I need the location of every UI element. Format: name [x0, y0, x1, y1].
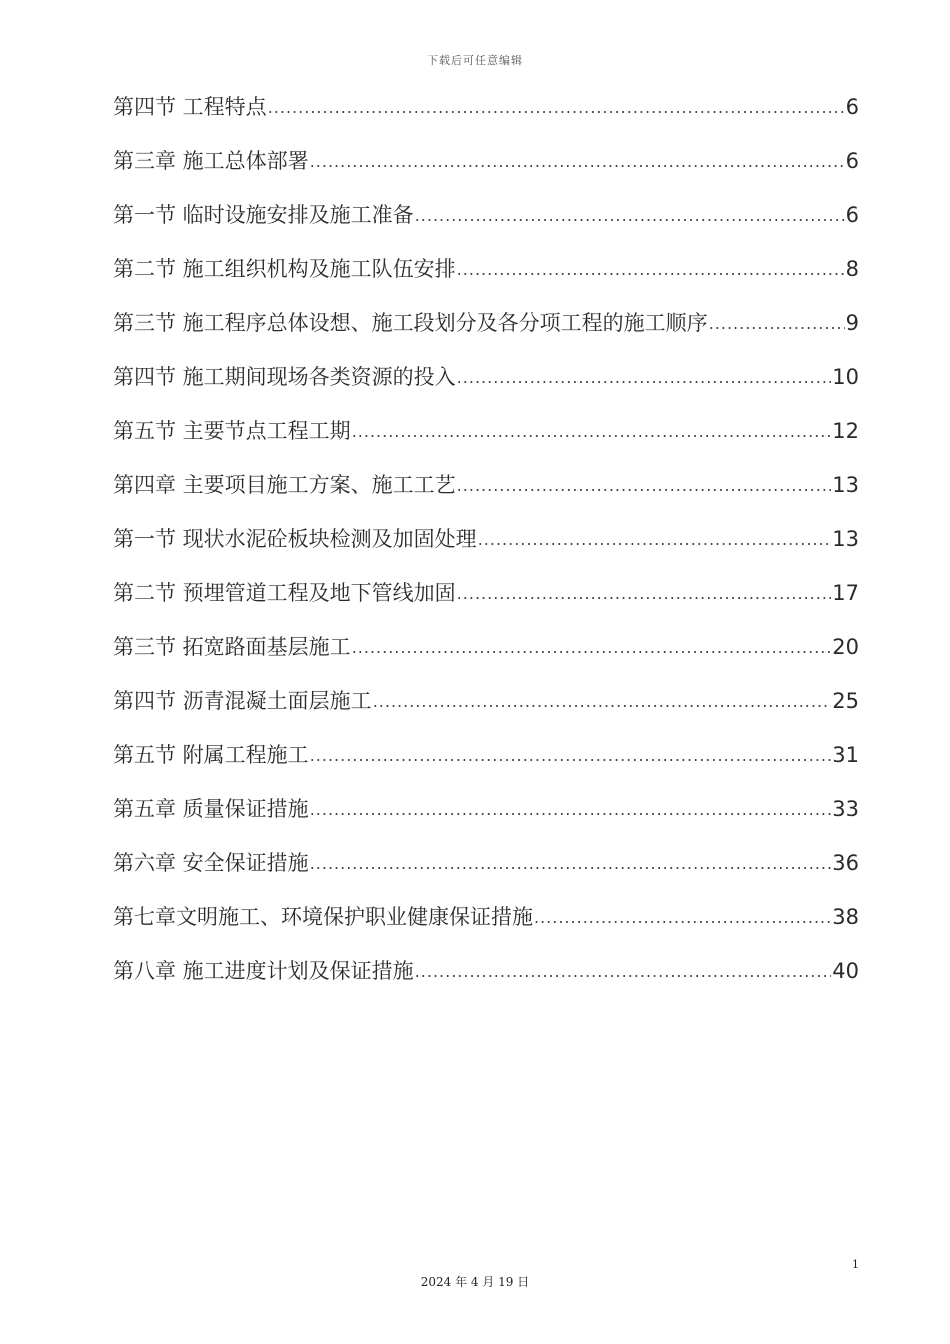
toc-entry-page: 13 — [832, 473, 859, 497]
page-number: 1 — [852, 1258, 859, 1271]
toc-entry[interactable] — [113, 626, 859, 680]
toc-dot-leader — [478, 519, 832, 561]
toc-entry[interactable] — [113, 896, 859, 950]
toc-dot-leader — [415, 195, 845, 237]
toc-entry-page: 31 — [832, 743, 859, 767]
toc-dot-leader — [534, 897, 831, 939]
toc-entry-title: 第三节 施工程序总体设想、施工段划分及各分项工程的施工顺序 — [113, 311, 708, 335]
toc-entry-title: 第四章 主要项目施工方案、施工工艺 — [113, 473, 456, 497]
toc-entry-page: 36 — [832, 851, 859, 875]
toc-entry[interactable] — [113, 842, 859, 896]
toc-entry-page: 40 — [832, 959, 859, 983]
toc-entry[interactable] — [113, 788, 859, 842]
footer-date: 2024 年 4 月 19 日 — [420, 1275, 530, 1289]
toc-entry[interactable] — [113, 950, 859, 1004]
toc-entry-page: 17 — [832, 581, 859, 605]
toc-dot-leader — [457, 249, 845, 291]
toc-entry-title: 第四节 沥青混凝土面层施工 — [113, 689, 372, 713]
toc-dot-leader — [457, 573, 832, 615]
toc-entry[interactable] — [113, 140, 859, 194]
toc-entry-title: 第四节 施工期间现场各类资源的投入 — [113, 365, 456, 389]
toc-entry-page: 38 — [832, 905, 859, 929]
toc-dot-leader — [310, 843, 832, 885]
toc-entry-title: 第五章 质量保证措施 — [113, 797, 309, 821]
toc-entry[interactable] — [113, 734, 859, 788]
toc-entry-page: 9 — [845, 311, 859, 335]
toc-entry[interactable] — [113, 302, 859, 356]
toc-dot-leader — [310, 141, 845, 183]
toc-entry[interactable] — [113, 86, 859, 140]
toc-dot-leader — [457, 357, 832, 399]
toc-entry[interactable] — [113, 356, 859, 410]
toc-entry-title: 第二节 预埋管道工程及地下管线加固 — [113, 581, 456, 605]
toc-entry[interactable] — [113, 194, 859, 248]
toc-dot-leader — [268, 87, 845, 129]
table-of-contents — [113, 86, 859, 1004]
toc-entry[interactable] — [113, 518, 859, 572]
toc-entry-page: 6 — [845, 95, 859, 119]
toc-entry-page: 12 — [832, 419, 859, 443]
toc-entry[interactable] — [113, 680, 859, 734]
toc-entry-title: 第六章 安全保证措施 — [113, 851, 309, 875]
toc-entry-page: 25 — [832, 689, 859, 713]
toc-entry-title: 第一节 临时设施安排及施工准备 — [113, 203, 414, 227]
toc-entry-title: 第七章文明施工、环境保护职业健康保证措施 — [113, 905, 533, 929]
toc-entry-title: 第三章 施工总体部署 — [113, 149, 309, 173]
toc-entry-title: 第四节 工程特点 — [113, 95, 267, 119]
toc-entry-title: 第八章 施工进度计划及保证措施 — [113, 959, 414, 983]
toc-entry-page: 13 — [832, 527, 859, 551]
toc-entry-page: 20 — [832, 635, 859, 659]
toc-entry-title: 第一节 现状水泥砼板块检测及加固处理 — [113, 527, 477, 551]
toc-dot-leader — [352, 627, 832, 669]
toc-entry-page: 8 — [845, 257, 859, 281]
toc-entry-title: 第三节 拓宽路面基层施工 — [113, 635, 351, 659]
toc-entry-title: 第五节 主要节点工程工期 — [113, 419, 351, 443]
toc-entry-title: 第五节 附属工程施工 — [113, 743, 309, 767]
toc-entry-page: 33 — [832, 797, 859, 821]
toc-entry[interactable] — [113, 248, 859, 302]
toc-entry-page: 6 — [845, 149, 859, 173]
toc-dot-leader — [310, 735, 832, 777]
page-header: 下载后可任意编辑 — [427, 54, 523, 67]
toc-dot-leader — [373, 681, 832, 723]
toc-dot-leader — [310, 789, 832, 831]
toc-entry[interactable] — [113, 410, 859, 464]
toc-dot-leader — [352, 411, 832, 453]
toc-dot-leader — [415, 951, 832, 993]
toc-entry-title: 第二节 施工组织机构及施工队伍安排 — [113, 257, 456, 281]
toc-dot-leader — [457, 465, 832, 507]
toc-entry-page: 10 — [832, 365, 859, 389]
toc-entry[interactable] — [113, 464, 859, 518]
toc-entry[interactable] — [113, 572, 859, 626]
toc-entry-page: 6 — [845, 203, 859, 227]
toc-dot-leader — [709, 303, 845, 345]
